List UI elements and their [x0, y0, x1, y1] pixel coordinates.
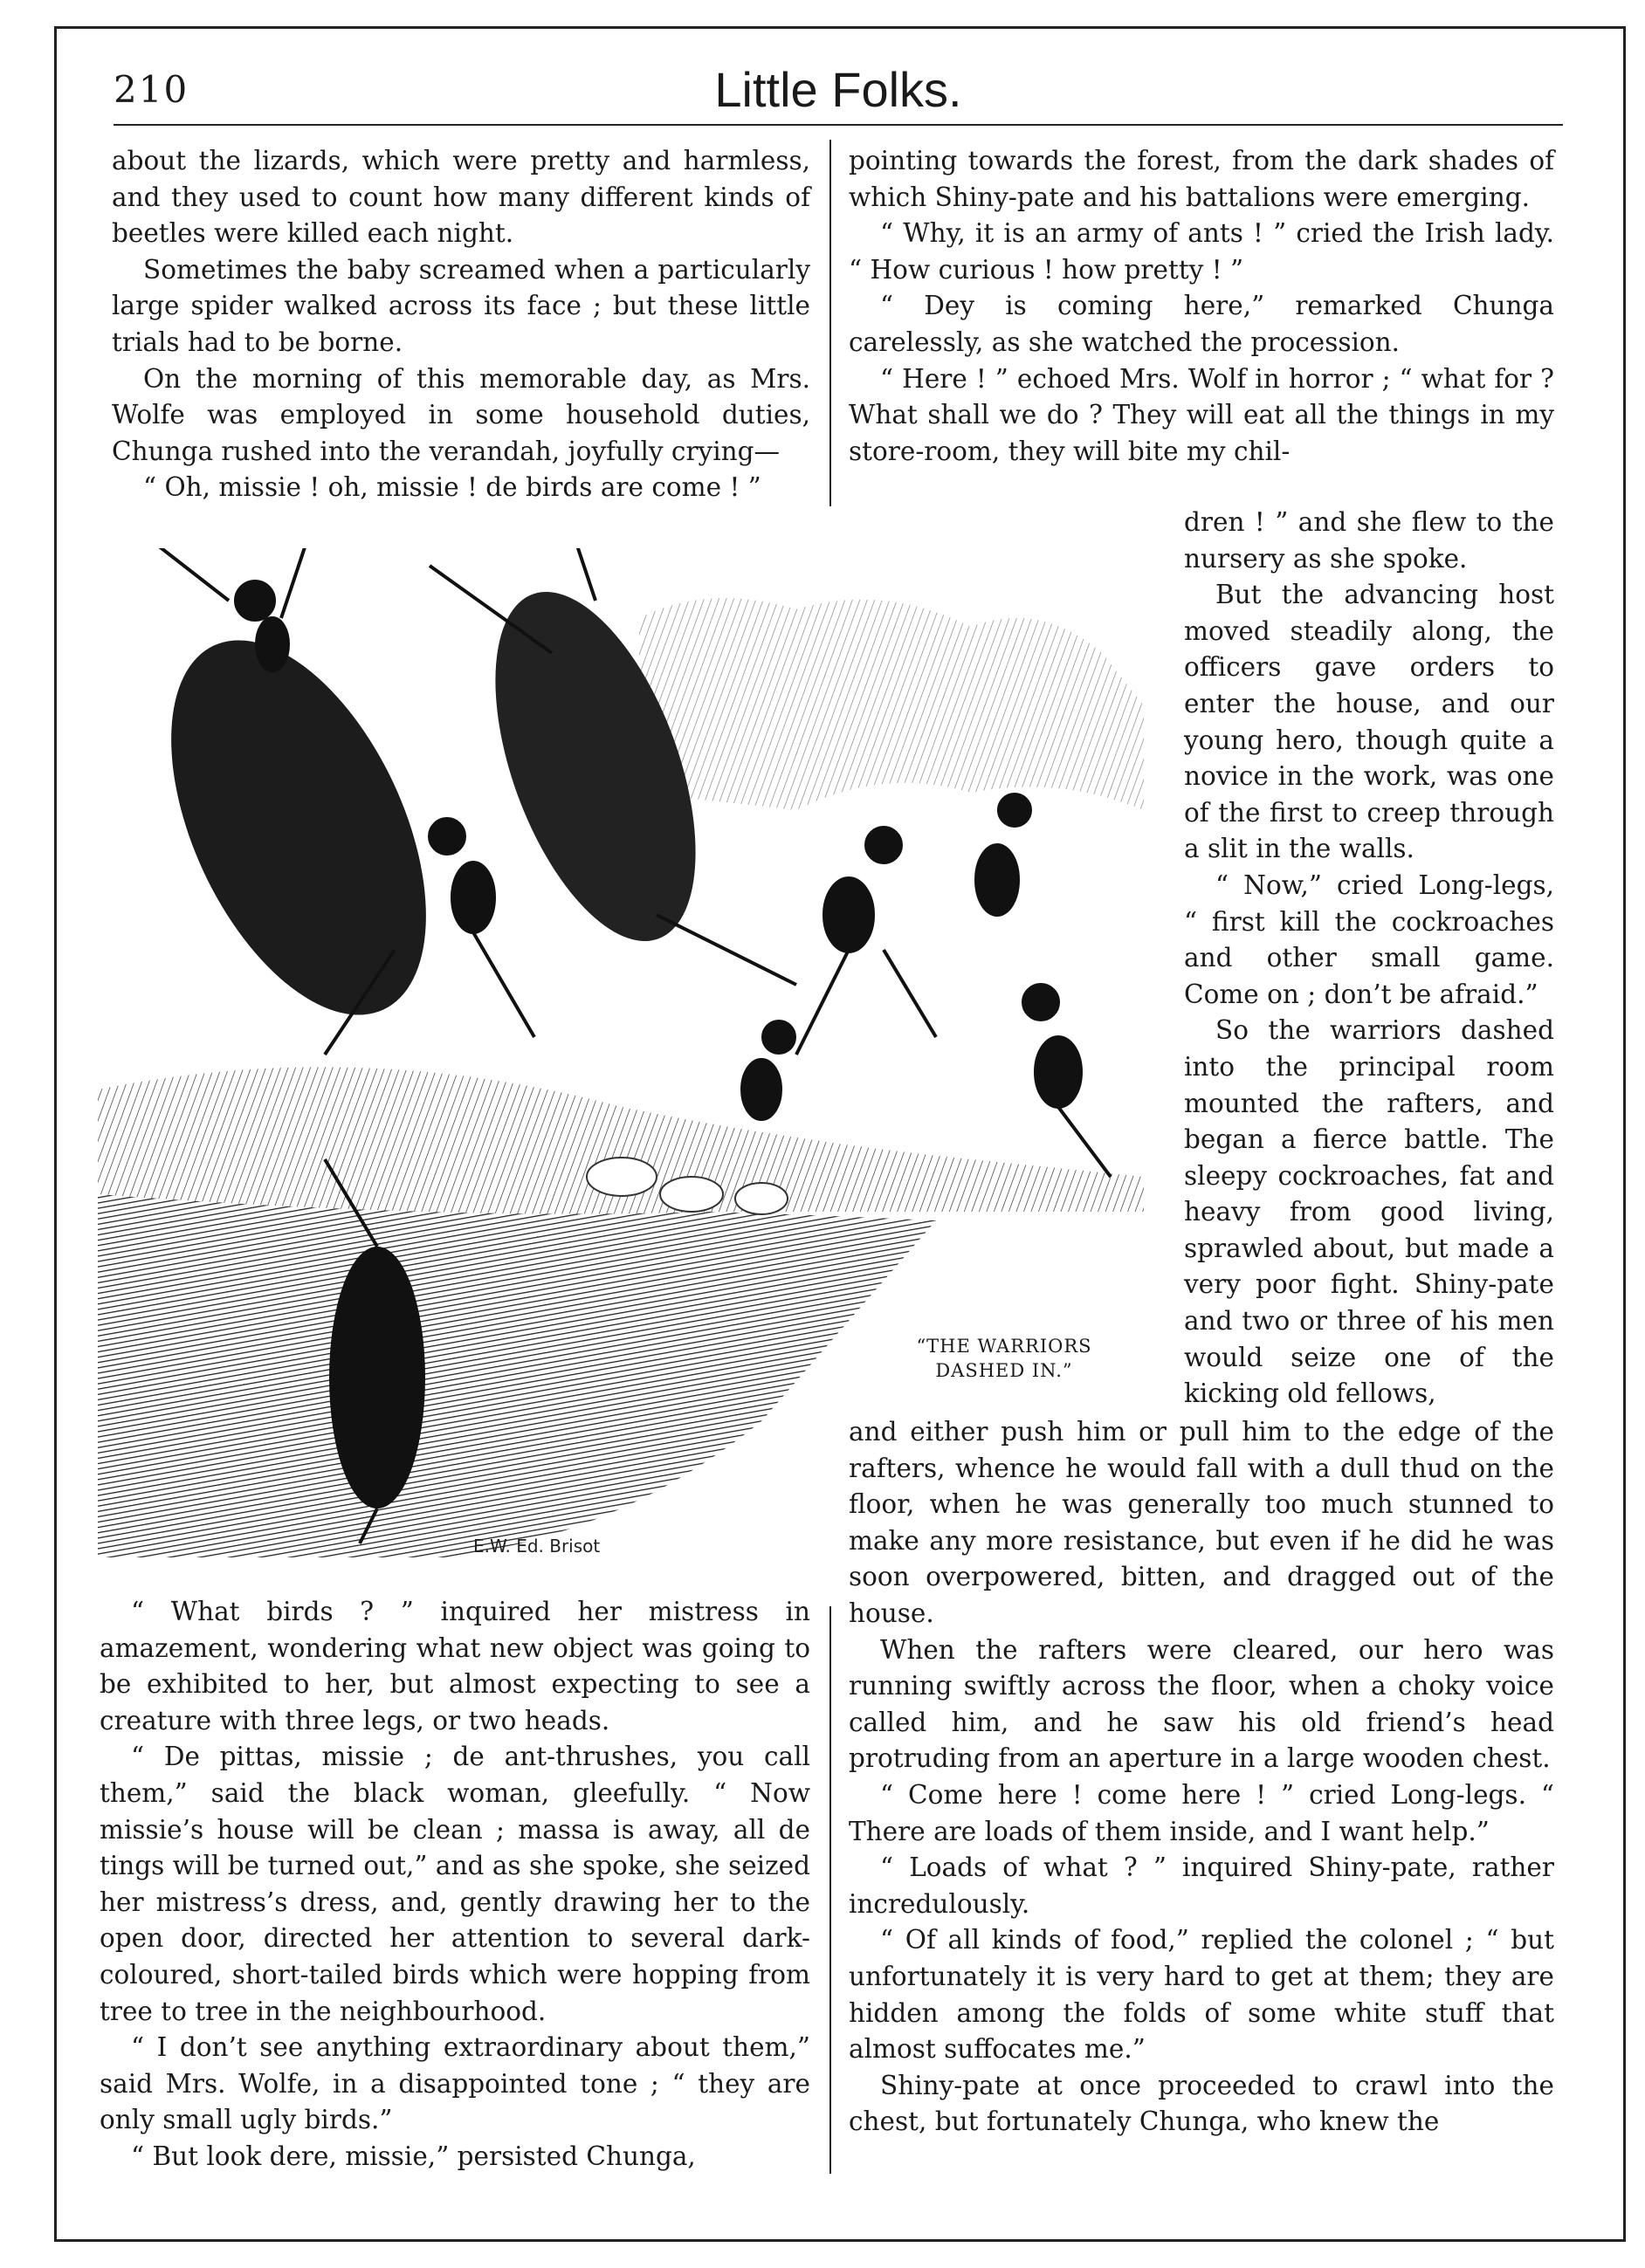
paragraph: “ Why, it is an army of ants ! ” cried the Irish lady. “ How curious ! how pretty ! ”	[849, 218, 1554, 285]
paragraph: and either push him or pull him to the edge of the rafters, whence he would fall with a dull thud on the floor, when he was generally too much stunned to make any more resistance, but even if he did he was soon overpowered, bitten, and dragged out of the house.	[849, 1417, 1554, 1628]
paragraph: “ But look dere, missie,” persisted Chunga,	[131, 2141, 696, 2171]
paragraph: “ Loads of what ? ” inquired Shiny-pate, rather incredulously.	[849, 1852, 1554, 1919]
paragraph: dren ! ” and she flew to the nursery as she spoke.	[1184, 507, 1554, 574]
paragraph: “ Oh, missie ! oh, missie ! de birds are come ! ”	[143, 472, 761, 503]
paragraph: So the warriors dashed into the principal room mounted the rafters, and began a fierce battle. The sleepy cockroaches, fat and heavy from good living, sprawled about, but made a very poor fight. Shiny-pate and two or three of his men would seize one of the kicking old fellows,	[1184, 1015, 1554, 1409]
left-column-top	[112, 143, 810, 506]
paragraph: “ Of all kinds of food,” replied the colonel ; “ but unfortunately it is very hard to get at them; they are hidden among the folds of some white stuff that almost suffocates me.”	[849, 1925, 1554, 2065]
header-rule	[114, 124, 1563, 126]
magazine-title: Little Folks.	[714, 62, 962, 117]
paragraph: Shiny-pate at once proceeded to crawl into the chest, but fortunately Chunga, who knew the	[849, 2070, 1554, 2137]
right-column-wrap	[1184, 505, 1554, 1412]
right-column-top	[849, 143, 1554, 470]
illustration-caption: “THE WARRIORS DASHED IN.”	[916, 1336, 1092, 1381]
paragraph: “ Here ! ” echoed Mrs. Wolf in horror ; “ what for ? What shall we do ? They will eat all the things in my store-room, they will bite my chil-	[849, 363, 1554, 466]
paragraph: “ What birds ? ” inquired her mistress in amazement, wondering what new object was going to be exhibited to her, but almost expecting to see a creature with three legs, or two heads.	[100, 1597, 810, 1735]
page-number: 210	[114, 68, 189, 111]
page-header	[114, 62, 1563, 129]
engraving-ants-and-cockroaches	[98, 548, 1144, 1557]
paragraph: Sometimes the baby screamed when a particularly large spider walked across its face ; but these little trials had to be borne.	[112, 254, 810, 357]
paragraph: “ Dey is coming here,” remarked Chunga carelessly, as she watched the procession.	[849, 291, 1554, 357]
illustration-warriors	[98, 548, 1144, 1557]
paragraph: pointing towards the forest, from the dark shades of which Shiny-pate and his battalions were emerging.	[849, 146, 1554, 212]
paragraph: “ Come here ! come here ! ” cried Long-legs. “ There are loads of them inside, and I want help.”	[849, 1779, 1554, 1846]
column-divider-top	[829, 140, 831, 506]
paragraph: “ I don’t see anything extraordinary about them,” said Mrs. Wolfe, in a disappointed tone ; “ they are only small ugly birds.”	[100, 2032, 810, 2135]
paragraph: On the morning of this memorable day, as Mrs. Wolfe was employed in some household duties, Chunga rushed into the verandah, joyfully crying—	[112, 363, 810, 466]
column-divider-bottom	[829, 1606, 831, 2174]
paragraph: about the lizards, which were pretty and harmless, and they used to count how many different kinds of beetles were killed each night.	[112, 146, 810, 249]
paragraph: “ Now,” cried Long-legs, “ first kill the cockroaches and other small game. Come on ; don’t be afraid.”	[1184, 869, 1554, 1009]
right-column-bottom	[849, 1414, 1554, 2141]
left-column-bottom	[100, 1594, 810, 2175]
engraver-signature: E.W. Ed. Brisot	[473, 1536, 601, 1557]
paragraph: When the rafters were cleared, our hero was running swiftly across the floor, when a choky voice called him, and he saw his old friend’s head protruding from an aperture in a large wooden chest.	[849, 1634, 1554, 1774]
paragraph: But the advancing host moved steadily along, the officers gave orders to enter the house, and our young hero, though quite a novice in the work, was one of the first to creep through a slit in the walls.	[1184, 580, 1554, 864]
paragraph: “ De pittas, missie ; de ant-thrushes, you call them,” said the black woman, gleefully. “ Now missie’s house will be clean ; massa is away, all de tings will be turned out,” and as she spoke, she seized her mistress’s dress, and, gently drawing her to the open door, directed her attention to several dark-coloured, short-tailed birds which were hopping from tree to tree in the neighbourhood.	[100, 1742, 810, 2026]
